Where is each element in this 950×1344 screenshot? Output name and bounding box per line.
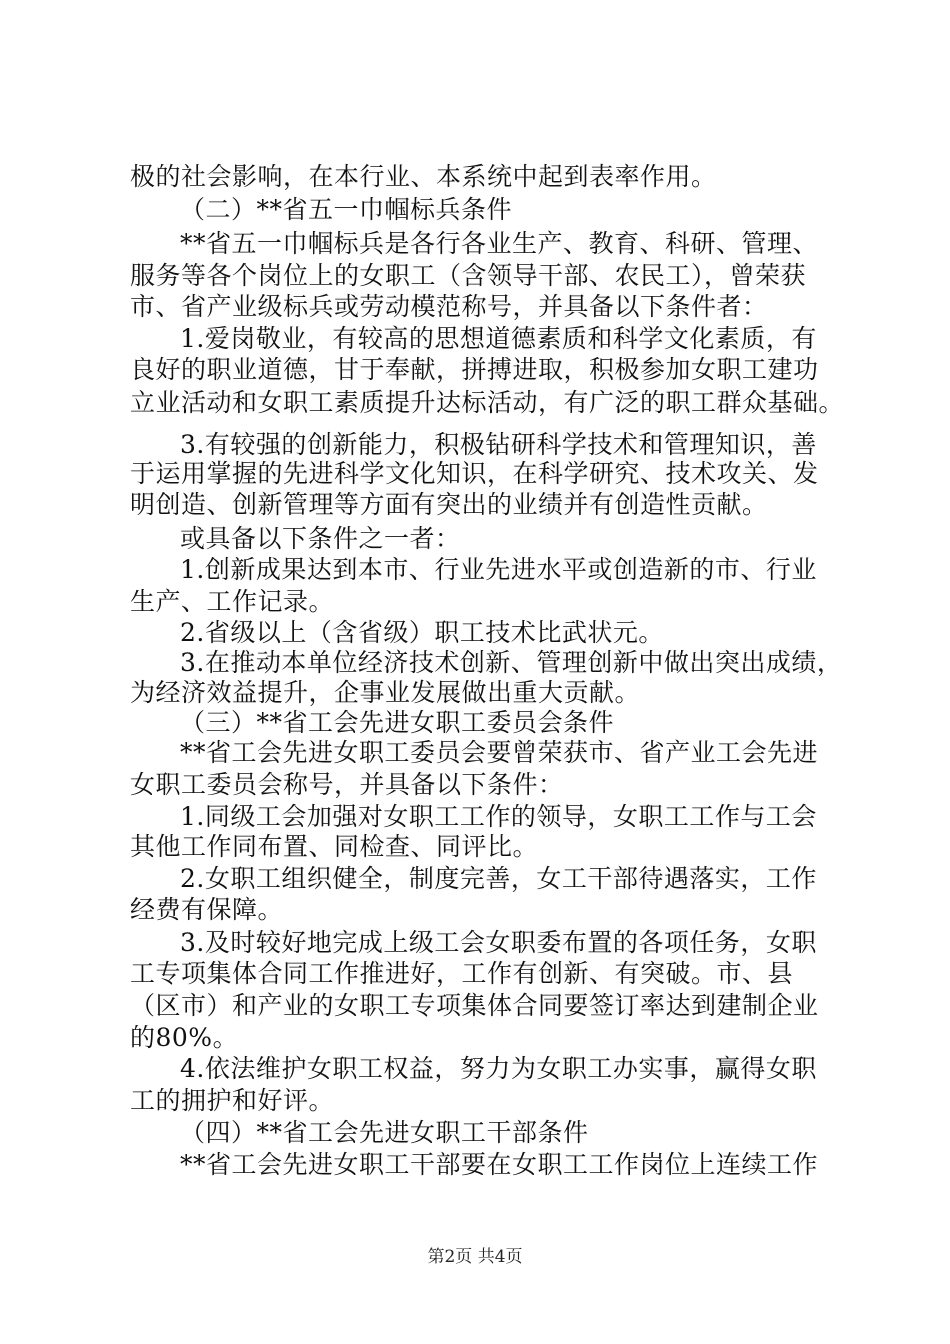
text-line: 明创造、创新管理等方面有突出的业绩并有创造性贡献。 (130, 490, 768, 520)
text-line: 其他工作同布置、同检查、同评比。 (130, 832, 539, 862)
text-line: 女职工委员会称号，并具备以下条件： (130, 769, 564, 799)
text-line: 2.女职工组织健全，制度完善，女工干部待遇落实，工作 (180, 863, 817, 893)
text-line: （四）**省工会先进女职工干部条件 (180, 1118, 589, 1148)
text-line: **省工会先进女职工委员会要曾荣获市、省产业工会先进 (180, 738, 819, 768)
text-line: 4.依法维护女职工权益，努力为女职工办实事，赢得女职 (180, 1054, 817, 1084)
text-line: 生产、工作记录。 (130, 586, 335, 616)
text-line: （三）**省工会先进女职工委员会条件 (180, 707, 615, 737)
text-line: 3.在推动本单位经济技术创新、管理创新中做出突出成绩， (180, 648, 843, 678)
text-line: （二）**省五一巾帼标兵条件 (180, 195, 513, 225)
text-line: 为经济效益提升，企事业发展做出重大贡献。 (130, 677, 641, 707)
text-line: 立业活动和女职工素质提升达标活动，有广泛的职工群众基础。 (130, 387, 845, 417)
text-line: 2.省级以上（含省级）职工技术比武状元。 (180, 618, 664, 648)
text-line: **省五一巾帼标兵是各行各业生产、教育、科研、管理、 (180, 228, 819, 258)
text-line: 服务等各个岗位上的女职工（含领导干部、农民工），曾荣获 (130, 260, 807, 290)
text-line: （区市）和产业的女职工专项集体合同要签订率达到建制企业 (130, 991, 819, 1021)
text-line: 工专项集体合同工作推进好，工作有创新、有突破。市、县 (130, 959, 794, 989)
text-line: 3.及时较好地完成上级工会女职委布置的各项任务，女职 (180, 927, 817, 957)
text-line: 市、省产业级标兵或劳动模范称号，并具备以下条件者： (130, 292, 768, 322)
text-line: 工的拥护和好评。 (130, 1085, 335, 1115)
text-line: **省工会先进女职工干部要在女职工工作岗位上连续工作 (180, 1150, 819, 1179)
text-line: 经费有保障。 (130, 895, 284, 925)
text-line: 1.同级工会加强对女职工工作的领导，女职工工作与工会 (180, 802, 817, 832)
page-footer: 第2页 共4页 (427, 1247, 523, 1267)
text-line: 于运用掌握的先进科学文化知识，在科学研究、技术攻关、发 (130, 459, 819, 489)
text-line: 3.有较强的创新能力，积极钻研科学技术和管理知识，善 (180, 429, 817, 459)
text-line: 良好的职业道德，甘于奉献，拼搏进取，积极参加女职工建功 (130, 355, 819, 385)
text-line: 1.爱岗敬业，有较高的思想道德素质和科学文化素质，有 (180, 323, 817, 353)
text-line: 的80%。 (130, 1022, 239, 1052)
text-line: 极的社会影响，在本行业、本系统中起到表率作用。 (130, 162, 717, 191)
text-line: 或具备以下条件之一者： (180, 523, 461, 553)
text-line: 1.创新成果达到本市、行业先进水平或创造新的市、行业 (180, 555, 817, 585)
